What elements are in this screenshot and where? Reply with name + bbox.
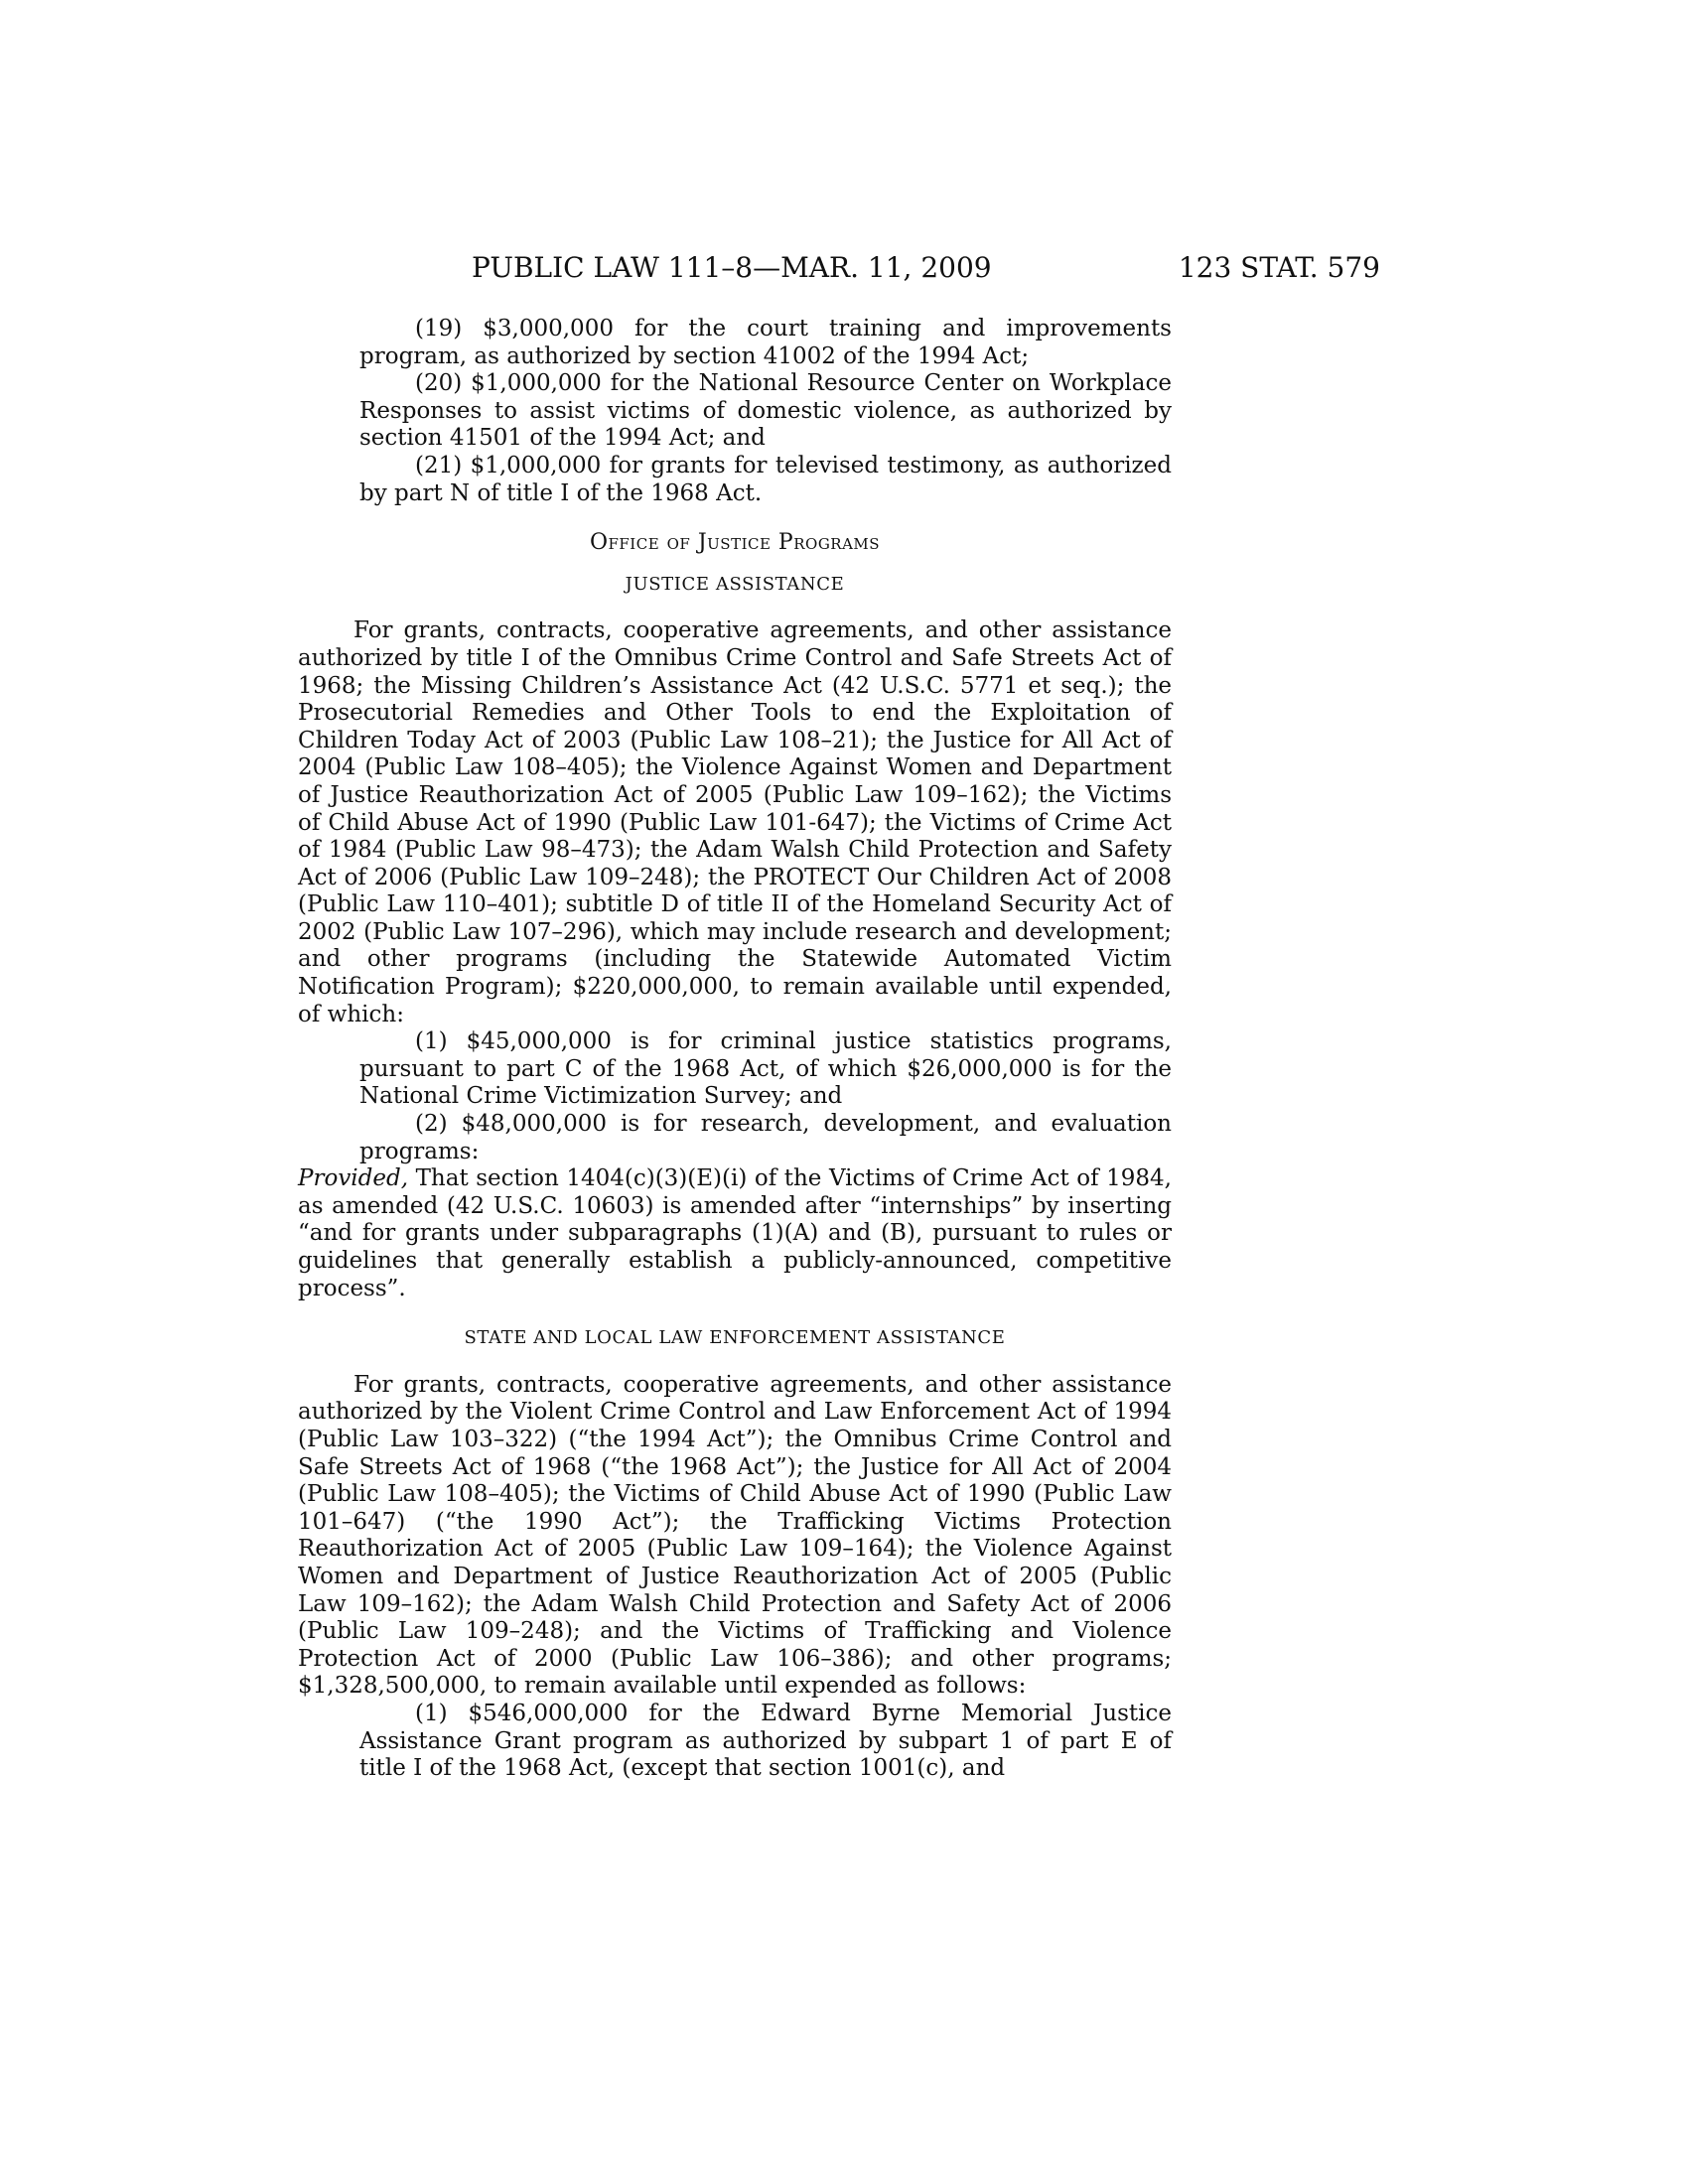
list-item: (21) $1,000,000 for grants for televised testimony, as authorized by part N of title I of the 1968 Act. (359, 452, 1172, 506)
running-head (298, 248, 1380, 288)
running-head-title: PUBLIC LAW 111–8—MAR. 11, 2009 (472, 251, 992, 284)
proviso-paragraph (298, 1165, 1172, 1302)
section-heading-justice-assistance: JUSTICE ASSISTANCE (625, 573, 845, 595)
running-head-page-number: 123 STAT. 579 (1178, 251, 1380, 284)
list-item: (1) $546,000,000 for the Edward Byrne Memorial Justice Assistance Grant program as authorized by subpart 1 of part E of title I of the 1968 Act, (except that section 1001(c), and (359, 1700, 1172, 1782)
list-item: (2) $48,000,000 is for research, development, and evaluation programs: (359, 1111, 1172, 1164)
proviso-text: That section 1404(c)(3)(E)(i) of the Victims of Crime Act of 1984, as amended (42 U.S.C. 10603) is amended after “internships” by inserting “and for grants under subparagraphs (1)(A) and (B), pursuant to rules or guidelines that generally establish a publicly-announced, competitive process”. (298, 1165, 1172, 1301)
paragraph-state-local: For grants, contracts, cooperative agreements, and other assistance authorized by the Violent Crime Control and Law Enforcement Act of 1994 (Public Law 103–322) (“the 1994 Act”); the Omnibus Crime Control and Safe Streets Act of 1968 (“the 1968 Act”); the Justice for All Act of 2004 (Public Law 108–405); the Victims of Child Abuse Act of 1990 (Public Law 101–647) (“the 1990 Act”); the Trafficking Victims Protection Reauthorization Act of 2005 (Public Law 109–164); the Violence Against Women and Department of Justice Reauthorization Act of 2005 (Public Law 109–162); the Adam Walsh Child Protection and Safety Act of 2006 (Public Law 109–248); and the Victims of Trafficking and Violence Protection Act of 2000 (Public Law 106–386); and other programs; $1,328,500,000, to remain available until expended as follows: (298, 1371, 1172, 1700)
proviso-label: Provided, (298, 1165, 409, 1192)
list-item: (1) $45,000,000 is for criminal justice statistics programs, pursuant to part C of the 1968 Act, of which $26,000,000 is for the National Crime Victimization Survey; and (359, 1028, 1172, 1110)
body-text (298, 316, 1172, 1783)
list-item: (19) $3,000,000 for the court training and improvements program, as authorized by section 41002 of the 1994 Act; (359, 316, 1172, 369)
paragraph-justice-assistance: For grants, contracts, cooperative agreements, and other assistance authorized by title I of the Omnibus Crime Control and Safe Streets Act of 1968; the Missing Children’s Assistance Act (42 U.S.C. 5771 et seq.); the Prosecutorial Remedies and Other Tools to end the Exploitation of Children Today Act of 2003 (Public Law 108–21); the Justice for All Act of 2004 (Public Law 108–405); the Violence Against Women and Department of Justice Reauthorization Act of 2005 (Public Law 109–162); the Victims of Child Abuse Act of 1990 (Public Law 101-647); the Victims of Crime Act of 1984 (Public Law 98–473); the Adam Walsh Child Protection and Safety Act of 2006 (Public Law 109–248); the PROTECT Our Children Act of 2008 (Public Law 110–401); subtitle D of title II of the Homeland Security Act of 2002 (Public Law 107–296), which may include research and development; and other programs (including the Statewide Automated Victim Notification Program); $220,000,000, to remain available until expended, of which: (298, 617, 1172, 1027)
list-item: (20) $1,000,000 for the National Resource Center on Workplace Responses to assist victims of domestic violence, as authorized by section 41501 of the 1994 Act; and (359, 370, 1172, 452)
section-heading-state-local: STATE AND LOCAL LAW ENFORCEMENT ASSISTANCE (464, 1327, 1006, 1349)
section-heading-office: Office of Justice Programs (589, 530, 881, 556)
